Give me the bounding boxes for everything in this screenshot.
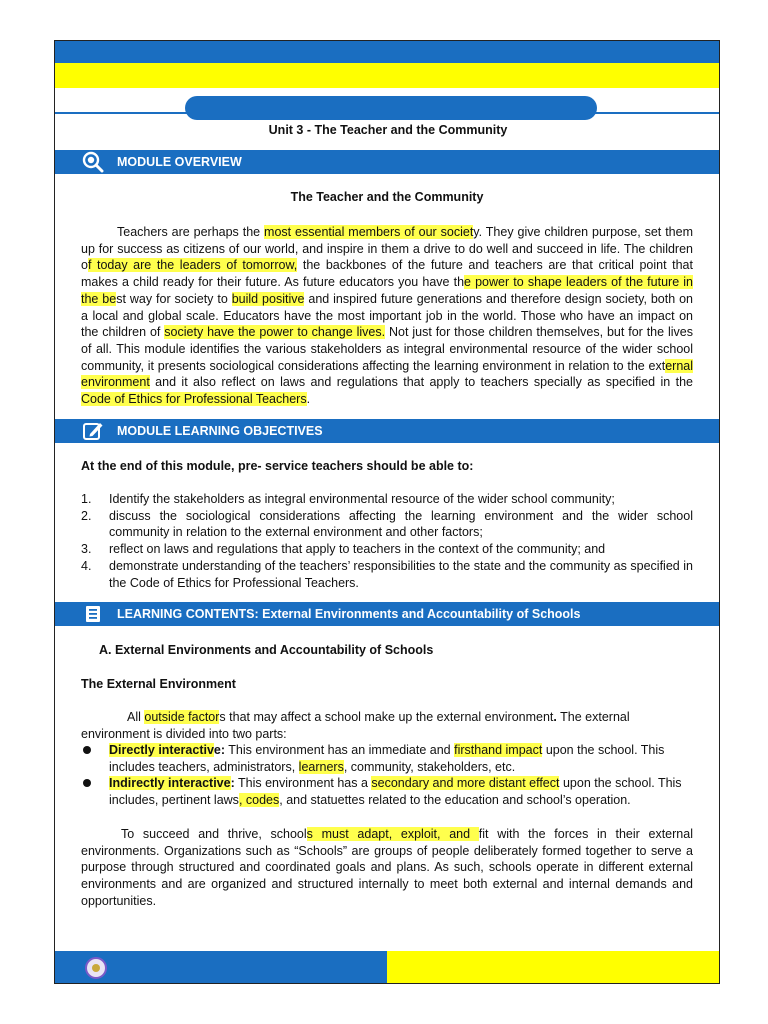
objectives-intro: At the end of this module, pre- service teachers should be able to:: [81, 459, 474, 473]
footer-yellow-band: [387, 951, 720, 984]
magnifier-icon: [79, 150, 107, 174]
bullet-dot: [83, 779, 91, 787]
objectives-list: [81, 491, 693, 591]
adapt-paragraph: To succeed and thrive, schools must adapt, exploit, and fit with the forces in their external environments. Organizations such as “Schools” are groups of people deliberately formed together to serve a purpose through structured and coordinated goals and plans. As such, schools operate in different external environments and are organized and structured internally to meet both external and internal demands and opportunities.: [81, 827, 693, 908]
external-environment-title: The External Environment: [81, 677, 236, 691]
objective-item: 4. demonstrate understanding of the teachers’ responsibilities to the state and the community as specified in the Code of Ethics for Professional Teachers.: [81, 558, 693, 590]
header-yellow-band: [55, 63, 720, 88]
environment-bullets: [81, 742, 693, 809]
bullet-indirectly-interactive: Indirectly interactive: This environment has a secondary and more distant effect upon the school. This includes, pertinent laws, codes, and statuettes related to the education and school’s operation.: [81, 775, 693, 808]
unit-title: Unit 3 - The Teacher and the Community: [268, 123, 508, 137]
header-pill: [185, 96, 597, 120]
contents-subheading: A. External Environments and Accountability of Schools: [99, 643, 434, 657]
objective-item: 3. reflect on laws and regulations that apply to teachers in the context of the community; and: [81, 542, 606, 557]
institution-seal-icon: [85, 957, 107, 979]
objective-item: 2. discuss the sociological considerations affecting the learning environment and the wider school community in relation to the external environment and other factors;: [81, 508, 693, 540]
document-icon: [79, 602, 107, 626]
module-overview-label: MODULE OVERVIEW: [117, 155, 242, 169]
overview-title: The Teacher and the Community: [290, 190, 484, 204]
learning-contents-label: LEARNING CONTENTS: External Environments and Accountability of Schools: [117, 607, 581, 621]
module-objectives-label: MODULE LEARNING OBJECTIVES: [117, 424, 323, 438]
module-objectives-bar: [55, 419, 720, 443]
module-overview-bar: [55, 150, 720, 174]
bullet-directly-interactive: Directly interactive: This environment has an immediate and firsthand impact upon the school. This includes teachers, administrators, learners, community, stakeholders, etc.: [81, 742, 693, 775]
overview-paragraph: Teachers are perhaps the most essential members of our society. They give children purpose, set them up for success as citizens of our world, and inspire in them a drive to do well and succeed in life. The children of today are the leaders of tomorrow, the backbones of the future and teachers are that critical point that makes a child ready for their future. As future educators you have the power to shape leaders of the future in the best way for society to build positive and inspired future generations and therefore design society, both on a local and global scale. Educators have the most important job in the world. Those who have an impact on the children of society have the power to change lives. Not just for those children themselves, but for the lives of all. This module identifies the various stakeholders as integral environmental resource of the wider school community, it presents sociological considerations affecting the learning environment in relation to the external environment and it also reflect on laws and regulations that apply to teachers specially as specified in the Code of Ethics for Professional Teachers.: [81, 225, 694, 407]
document-page: [54, 40, 720, 984]
header-blue-band: [55, 41, 720, 63]
bullet-dot: [83, 746, 91, 754]
edit-pencil-icon: [79, 419, 107, 443]
learning-contents-bar: [55, 602, 720, 626]
objective-item: 1. Identify the stakeholders as integral environmental resource of the wider school community;: [81, 492, 615, 506]
external-environment-intro: All outside factors that may affect a school make up the external environment. The external environment is divided into two parts:: [81, 710, 630, 741]
